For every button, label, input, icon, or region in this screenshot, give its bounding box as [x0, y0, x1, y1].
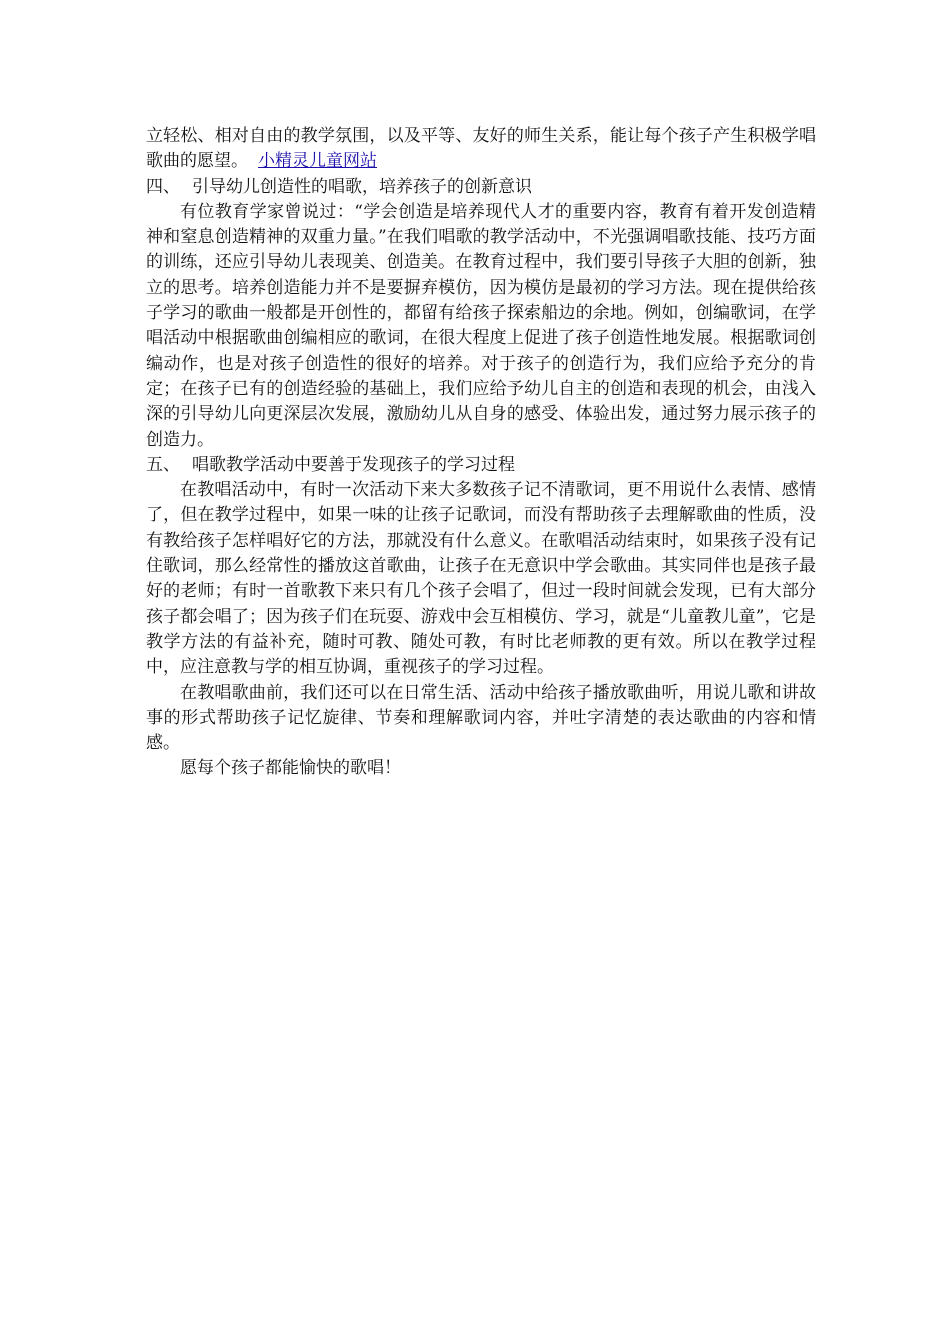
section-heading-4: [146, 175, 816, 200]
paragraph-closing: 愿每个孩子都能愉快的歌唱！: [180, 758, 401, 779]
paragraph-learning-process: 在教唱活动中，有时一次活动下来大多数孩子记不清歌词，更不用说什么表情、感情了，但在教学过程中，如果一味的让孩子记歌词，而没有帮助孩子去理解歌曲的性质，没有教给孩子怎样唱好它的方法，那就没有什么意义。在歌唱活动结束时，如果孩子没有记住歌词，那么经常性的播放这首歌曲，让孩子在无意识中学会歌曲。其实同伴也是孩子最好的老师；有时一首歌教下来只有几个孩子会唱了，但过一段时间就会发现，已有大部分孩子都会唱了；因为孩子们在玩耍、游戏中会互相模仿、学习，就是“儿童教儿童”，它是教学方法的有益补充，随时可教、随处可教，有时比老师教的更有效。所以在教学过程中，应注意教与学的相互协调，重视孩子的学习过程。: [146, 480, 816, 678]
section-title: 引导幼儿创造性的唱歌，培养孩子的创新意识: [192, 176, 532, 197]
paragraph-continuation: [146, 124, 816, 175]
section-title: 唱歌教学活动中要善于发现孩子的学习过程: [192, 454, 515, 475]
section-number: 四、: [146, 176, 180, 197]
section-number: 五、: [146, 454, 180, 475]
site-link[interactable]: 小精灵儿童网站: [258, 151, 377, 172]
section-heading-5: [146, 453, 816, 478]
paragraph-text: 立轻松、相对自由的教学氛围，以及平等、友好的师生关系，能让每个孩子产生积极学唱歌曲的愿望。: [146, 126, 816, 172]
document-page: [146, 124, 816, 782]
paragraph-creativity: 有位教育学家曾说过：“学会创造是培养现代人才的重要内容，教育有着开发创造精神和窒息创造精神的双重力量。”在我们唱歌的教学活动中，不光强调唱歌技能、技巧方面的训练，还应引导幼儿表现美、创造美。在教育过程中，我们要引导孩子大胆的创新，独立的思考。培养创造能力并不是要摒弃模仿，因为模仿是最初的学习方法。现在提供给孩子学习的歌曲一般都是开创性的，都留有给孩子探索船边的余地。例如，创编歌词，在学唱活动中根据歌曲创编相应的歌词，在很大程度上促进了孩子创造性地发展。根据歌词创编动作，也是对孩子创造性的很好的培养。对于孩子的创造行为，我们应给予充分的肯定；在孩子已有的创造经验的基础上，我们应给予幼儿自主的创造和表现的机会，由浅入深的引导幼儿向更深层次发展，激励幼儿从自身的感受、体验出发，通过努力展示孩子的创造力。: [146, 201, 816, 450]
paragraph-before-teaching: 在教唱歌曲前，我们还可以在日常生活、活动中给孩子播放歌曲听，用说儿歌和讲故事的形式帮助孩子记忆旋律、节奏和理解歌词内容，并吐字清楚的表达歌曲的内容和情感。: [146, 682, 816, 754]
